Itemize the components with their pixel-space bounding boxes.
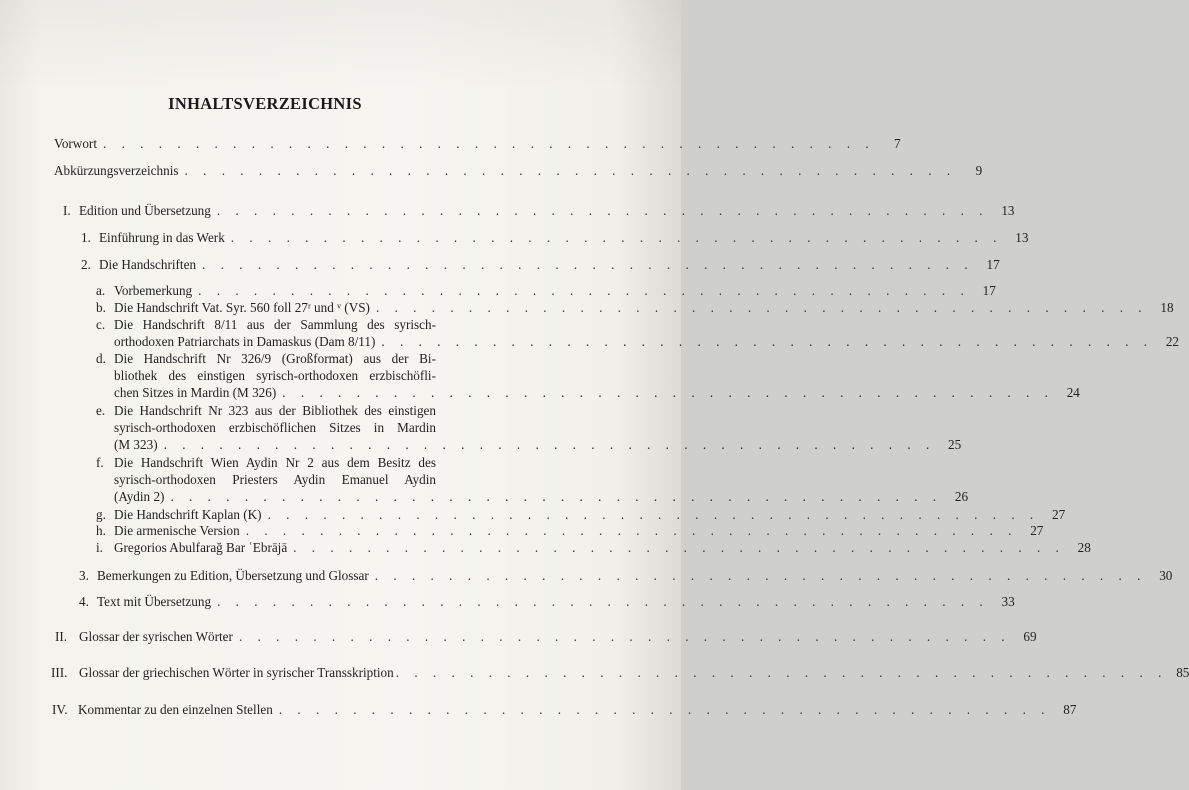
toc-entry-chapter-4: IV. Kommentar zu den einzelnen Stellen . . . . . . . . . . . . . . . . . . . . . . . . . . . . . . . . . . . . . . . . . . 87 [52,702,1077,717]
toc-entry-2b: b. Die Handschrift Vat. Syr. 560 foll 27ʳ und ᵛ (VS) . . . . . . . . . . . . . . . . . . . . . . . . . . . . . . . . . . . . . . . . . . 18 [96,300,1174,315]
page-title: INHALTSVERZEICHNIS [168,94,362,113]
toc-entry-2h: h. Die armenische Version . . . . . . . . . . . . . . . . . . . . . . . . . . . . . . . . . . . . . . . . . . 27 [96,523,1044,538]
toc-entry-1: 1. Einführung in das Werk . . . . . . . . . . . . . . . . . . . . . . . . . . . . . . . . . . . . . . . . . . 13 [81,230,1029,245]
toc-entry-chapter-3: III. Glossar der griechischen Wörter in syrischer Transskription . . . . . . . . . . . . . . . . . . . . . . . . . . . . . . . . . . . . . . . . . . 85 [51,665,1189,680]
toc-entry-2: 2. Die Handschriften . . . . . . . . . . . . . . . . . . . . . . . . . . . . . . . . . . . . . . . . . . 17 [81,257,1000,272]
toc-entry-2c: c. Die Handschrift 8/11 aus der Sammlung des syrisch- orthodoxen Patriarchats in Damaskus (Dam 8/11) . . . . . . . . . . . . . . . . . . . . . . . . . . . . . . . . . . . . . . . . . . 22 [96,317,1180,349]
toc-entry-3: 3. Bemerkungen zu Edition, Übersetzung und Glossar . . . . . . . . . . . . . . . . . . . . . . . . . . . . . . . . . . . . . . . . . . 30 [79,568,1173,583]
toc-entry-2f: f. Die Handschrift Wien Aydin Nr 2 aus dem Besitz des syrisch-orthodoxen Priesters Aydin Emanuel Aydin (Aydin 2) . . . . . . . . . . . . . . . . . . . . . . . . . . . . . . . . . . . . . . . . . . 26 [96,455,969,504]
toc-entry-chapter-1: I. Edition und Übersetzung . . . . . . . . . . . . . . . . . . . . . . . . . . . . . . . . . . . . . . . . . . 13 [63,203,1015,218]
toc-entry-2a: a. Vorbemerkung . . . . . . . . . . . . . . . . . . . . . . . . . . . . . . . . . . . . . . . . . . 17 [96,283,996,298]
toc-entry-4: 4. Text mit Übersetzung . . . . . . . . . . . . . . . . . . . . . . . . . . . . . . . . . . . . . . . . . . 33 [79,594,1015,609]
toc-entry-chapter-2: II. Glossar der syrischen Wörter . . . . . . . . . . . . . . . . . . . . . . . . . . . . . . . . . . . . . . . . . . 69 [55,629,1037,644]
toc-entry-2g: g. Die Handschrift Kaplan (K) . . . . . . . . . . . . . . . . . . . . . . . . . . . . . . . . . . . . . . . . . . 27 [96,507,1066,522]
toc-entry-vorwort: Vorwort . . . . . . . . . . . . . . . . . . . . . . . . . . . . . . . . . . . . . . . . . . 7 [54,136,901,151]
toc-entry-2i: i. Gregorios Abulfarağ Bar ʿEbrājā . . . . . . . . . . . . . . . . . . . . . . . . . . . . . . . . . . . . . . . . . . 28 [96,540,1091,555]
toc-entry-2d: d. Die Handschrift Nr 326/9 (Großformat) aus der Bi- bliothek des einstigen syrisch-orthodoxen erzbischöfli- chen Sitzes in Mardin (M 326) . . . . . . . . . . . . . . . . . . . . . . . . . . . . . . . . . . . . . . . . . . 24 [96,351,1080,400]
toc-entry-2e: e. Die Handschrift Nr 323 aus der Bibliothek des einstigen syrisch-orthodoxen erzbischöflichen Sitzes in Mardin (M 323) . . . . . . . . . . . . . . . . . . . . . . . . . . . . . . . . . . . . . . . . . . 25 [96,403,962,452]
toc-entry-abkuerzungen: Abkürzungsverzeichnis . . . . . . . . . . . . . . . . . . . . . . . . . . . . . . . . . . . . . . . . . . 9 [54,163,983,178]
